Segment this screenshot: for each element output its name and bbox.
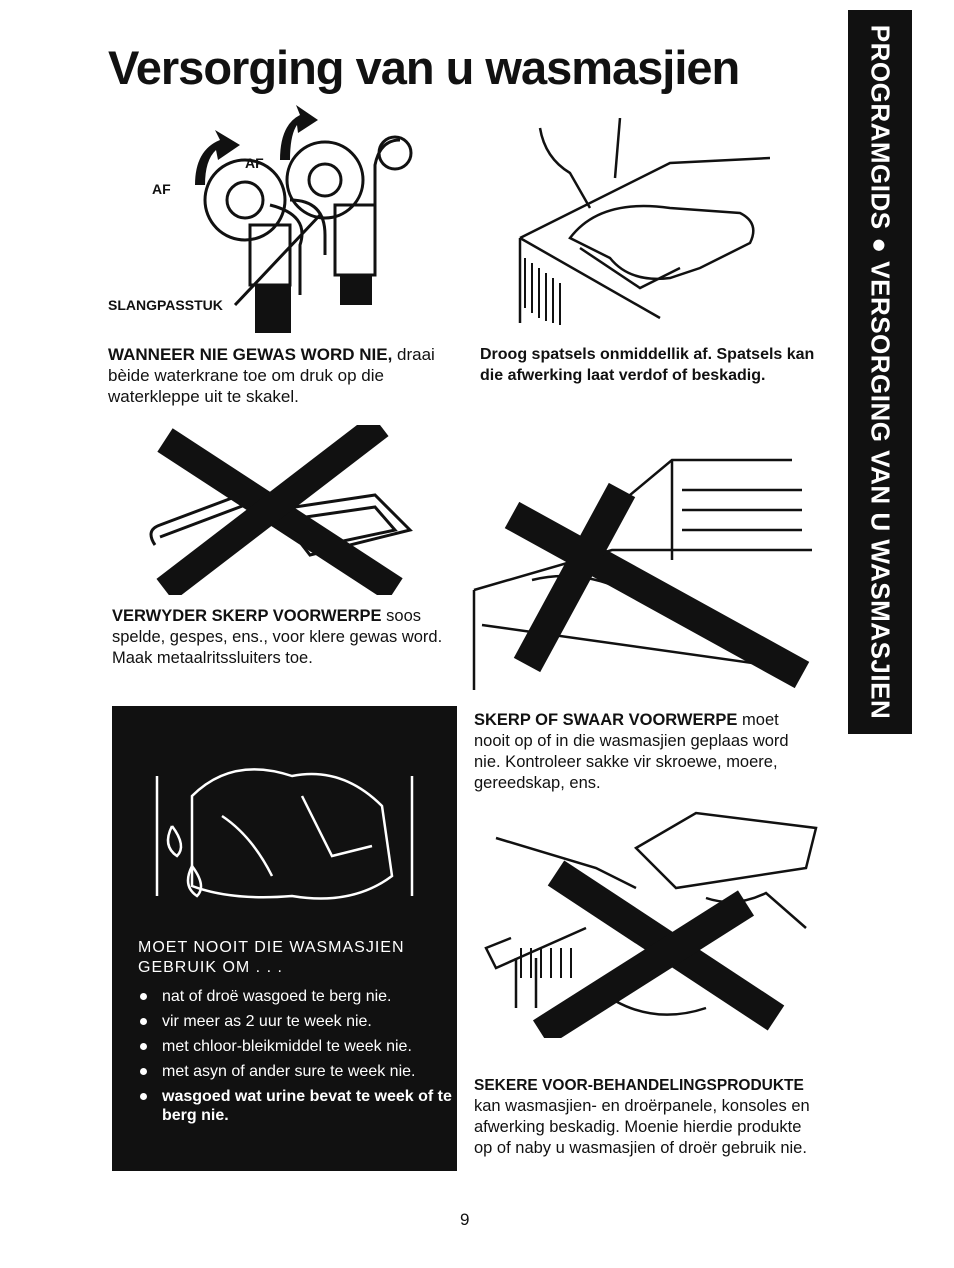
objects-on-washer-crossed-illustration [472,450,822,695]
bullet-icon [140,1018,147,1025]
sidebar-label: PROGRAMGIDS ● VERSORGING VAN U WASMASJIEN [865,24,896,720]
heavy-objects-lead-rest: moet [737,711,779,729]
remove-sharp-lead-rest: soos [381,607,421,625]
bullet-icon [140,993,147,1000]
heavy-objects-warning [474,710,819,794]
bullet-icon [140,1043,147,1050]
never-use-heading: MOET NOOIT DIE WASMASJIEN GEBRUIK OM . . . [138,939,405,976]
label-af-left: AF [152,181,171,197]
pretreatment-lead: SEKERE VOOR-BEHANDELINGSPRODUKTE [474,1077,804,1094]
list-item: wasgoed wat urine bevat te week of te berg nie. [136,1087,454,1125]
remove-sharp-objects [112,606,468,669]
taps-instruction-lead: WANNEER NIE GEWAS WORD NIE, [108,345,393,364]
page-number: 9 [460,1210,470,1229]
wiping-spill-illustration [510,118,770,333]
remove-sharp-line2: spelde, gespes, ens., voor klere gewas word. [112,628,443,646]
sidebar-tab [848,10,912,734]
laundry-basket-illustration [152,736,422,906]
list-item: nat of droë wasgoed te berg nie. [136,987,454,1006]
never-use-box [112,706,457,1171]
label-af-right: AF [245,155,264,171]
heavy-objects-lead: SKERP OF SWAAR VOORWERPE [474,711,738,729]
spray-products-crossed-illustration [476,808,821,1038]
taps-instruction [108,344,460,407]
taps-instruction-body: bèide waterkrane toe om druk op die waterkleppe uit te skakel. [108,366,384,406]
remove-sharp-lead: VERWYDER SKERP VOORWERPE [112,607,382,625]
heavy-objects-body: nooit op of in die wasmasjien geplaas word nie. Kontroleer sakke vir skroewe, moere, gereedskap, ens. [474,732,789,792]
bullet-icon [140,1093,147,1100]
spill-instruction: Droog spatsels onmiddellik af. Spatsels kan die afwerking laat verdof of beskadig. [480,346,815,384]
list-item: met chloor-bleikmiddel te week nie. [136,1037,454,1056]
never-use-list [136,987,454,1131]
bullet-icon [140,1068,147,1075]
pretreatment-body: kan wasmasjien- en droërpanele, konsoles en afwerking beskadig. Moenie hierdie produkte op of naby u wasmasjien of droër gebruik nie. [474,1097,810,1157]
taps-instruction-line1: draai [392,345,435,364]
page-title: Versorging van u wasmasjien [108,41,740,94]
label-hose-fitting: SLANGPASSTUK [108,297,223,313]
sharp-objects-crossed-illustration [145,425,415,595]
pretreatment-warning [474,1075,819,1159]
remove-sharp-line3: Maak metaalritssluiters toe. [112,649,313,667]
list-item: met asyn of ander sure te week nie. [136,1062,454,1081]
list-item: vir meer as 2 uur te week nie. [136,1012,454,1031]
